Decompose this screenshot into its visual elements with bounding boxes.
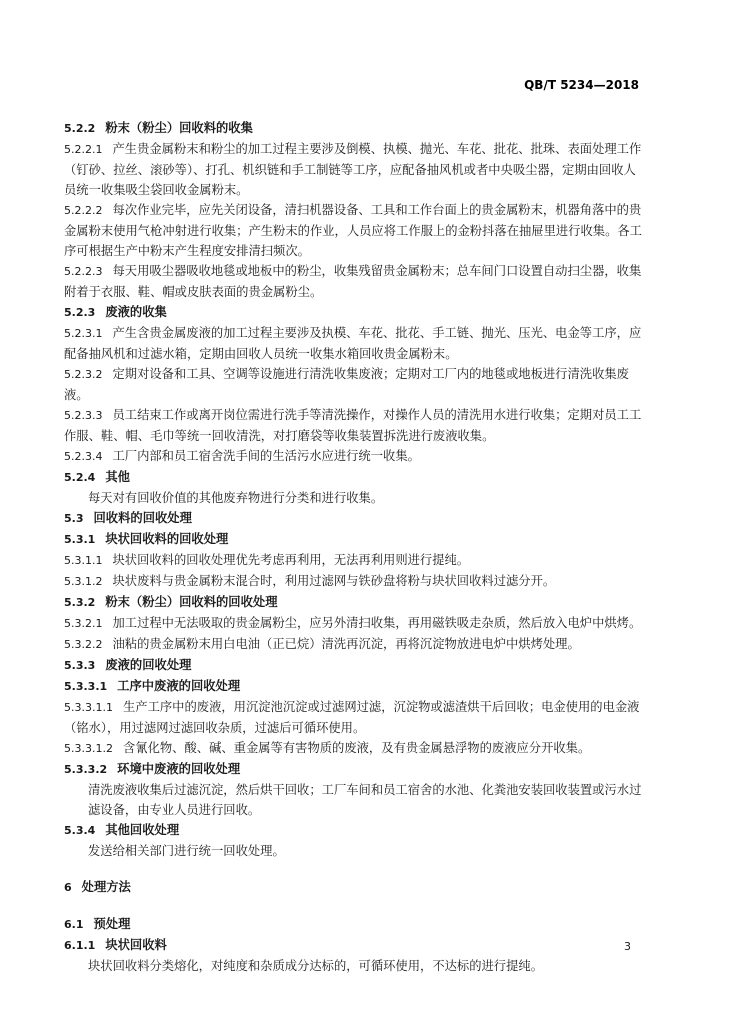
- section-5-3-heading: 5.3 回收料的回收处理: [64, 510, 192, 525]
- section-5-3-1-heading: 5.3.1 块状回收料的回收处理: [64, 531, 229, 546]
- para-5-3-3-1-1: 5.3.3.1.1 生产工序中的废液，用沉淀池沉淀或过滤网过滤，沉淀物或滤渣烘干后回收；电金使用的电金液（铭水），用过滤网过滤回收杂质，过滤后可循环使用。: [64, 700, 640, 735]
- para-5-3-1-2: 5.3.1.2 块状废料与贵金属粉末混合时，利用过滤网与铁砂盘将粉与块状回收料过滤分开。: [64, 574, 556, 588]
- para-6-1-1: 块状回收料分类熔化，对纯度和杂质成分达标的，可循环使用，不达标的进行提纯。: [88, 959, 543, 973]
- para-5-2-4: 每天对有回收价值的其他废弃物进行分类和进行收集。: [88, 491, 384, 505]
- standard-code: QB/T 5234—2018: [524, 78, 639, 92]
- section-5-3-4-heading: 5.3.4 其他回收处理: [64, 822, 180, 837]
- para-5-3-3-1-2: 5.3.3.1.2 含氰化物、酸、碱、重金属等有害物质的废液，及有贵金属悬浮物的废液应分开收集。: [64, 741, 591, 755]
- para-5-2-2-2: 5.2.2.2 每次作业完毕，应先关闭设备，清扫机器设备、工具和工作台面上的贵金属粉末，机器角落中的贵金属粉末使用气枪冲射进行收集；产生粉末的作业，人员应将工作服上的金粉抖落在抽屉里进行收集。各工序可根据生产中粉末产生程度安排清扫频次。: [64, 203, 642, 258]
- para-5-2-2-1: 5.2.2.1 产生贵金属粉末和粉尘的加工过程主要涉及倒模、执模、抛光、车花、批花、批珠、表面处理工作（钉砂、拉丝、滚砂等）、打孔、机织链和手工制链等工序，应配备抽风机或者中央吸尘器，定期由回收人员统一收集吸尘袋回收金属粉末。: [64, 142, 642, 197]
- section-5-2-4-heading: 5.2.4 其他: [64, 469, 130, 484]
- section-5-3-3-heading: 5.3.3 废液的回收处理: [64, 657, 192, 672]
- para-5-3-2-2: 5.3.2.2 油粘的贵金属粉末用白电油（正已烷）清洗再沉淀，再将沉淀物放进电炉中烘烤处理。: [64, 637, 580, 651]
- section-5-2-2-heading: 5.2.2 粉末（粉尘）回收料的收集: [64, 120, 253, 135]
- para-5-2-3-1: 5.2.3.1 产生含贵金属废液的加工过程主要涉及执模、车花、批花、手工链、抛光、压光、电金等工序，应配备抽风机和过滤水箱，定期由回收人员统一收集水箱回收贵金属粉末。: [64, 326, 642, 361]
- para-5-3-2-1: 5.3.2.1 加工过程中无法吸取的贵金属粉尘，应另外清扫收集，再用磁铁吸走杂质，然后放入电炉中烘烤。: [64, 616, 642, 630]
- para-5-2-3-2: 5.2.3.2 定期对设备和工具、空调等设施进行清洗收集废液；定期对工厂内的地毯或地板进行清洗收集废液。: [64, 367, 629, 402]
- para-5-3-4: 发送给相关部门进行统一回收处理。: [88, 844, 285, 858]
- document-body: [64, 118, 644, 976]
- para-5-3-1-1: 5.3.1.1 块状回收料的回收处理优先考虑再利用，无法再利用则进行提纯。: [64, 553, 470, 567]
- para-5-2-2-3: 5.2.2.3 每天用吸尘器吸收地毯或地板中的粉尘，收集残留贵金属粉末；总车间门口设置自动扫尘器，收集附着于衣服、鞋、帽或皮肤表面的贵金属粉尘。: [64, 264, 642, 299]
- section-5-2-3-heading: 5.2.3 废液的收集: [64, 304, 167, 319]
- para-5-2-3-3: 5.2.3.3 员工结束工作或离开岗位需进行洗手等清洗操作，对操作人员的清洗用水进行收集；定期对员工工作服、鞋、帽、毛巾等统一回收清洗，对打磨袋等收集装置拆洗进行废液收集。: [64, 408, 642, 443]
- section-6-heading: 6 处理方法: [64, 879, 131, 894]
- page-number: 3: [624, 940, 631, 953]
- para-5-2-3-4: 5.2.3.4 工厂内部和员工宿舍洗手间的生活污水应进行统一收集。: [64, 449, 420, 463]
- section-6-1-heading: 6.1 预处理: [64, 916, 131, 931]
- section-5-3-3-2-heading: 5.3.3.2 环境中废液的回收处理: [64, 761, 241, 776]
- section-5-3-2-heading: 5.3.2 粉末（粉尘）回收料的回收处理: [64, 594, 278, 609]
- para-5-3-3-2: 清洗废液收集后过滤沉淀，然后烘干回收；工厂车间和员工宿舍的水池、化粪池安装回收装置或污水过滤设备，由专业人员进行回收。: [88, 783, 642, 817]
- section-6-1-1-heading: 6.1.1 块状回收料: [64, 937, 167, 952]
- section-5-3-3-1-heading: 5.3.3.1 工序中废液的回收处理: [64, 678, 241, 693]
